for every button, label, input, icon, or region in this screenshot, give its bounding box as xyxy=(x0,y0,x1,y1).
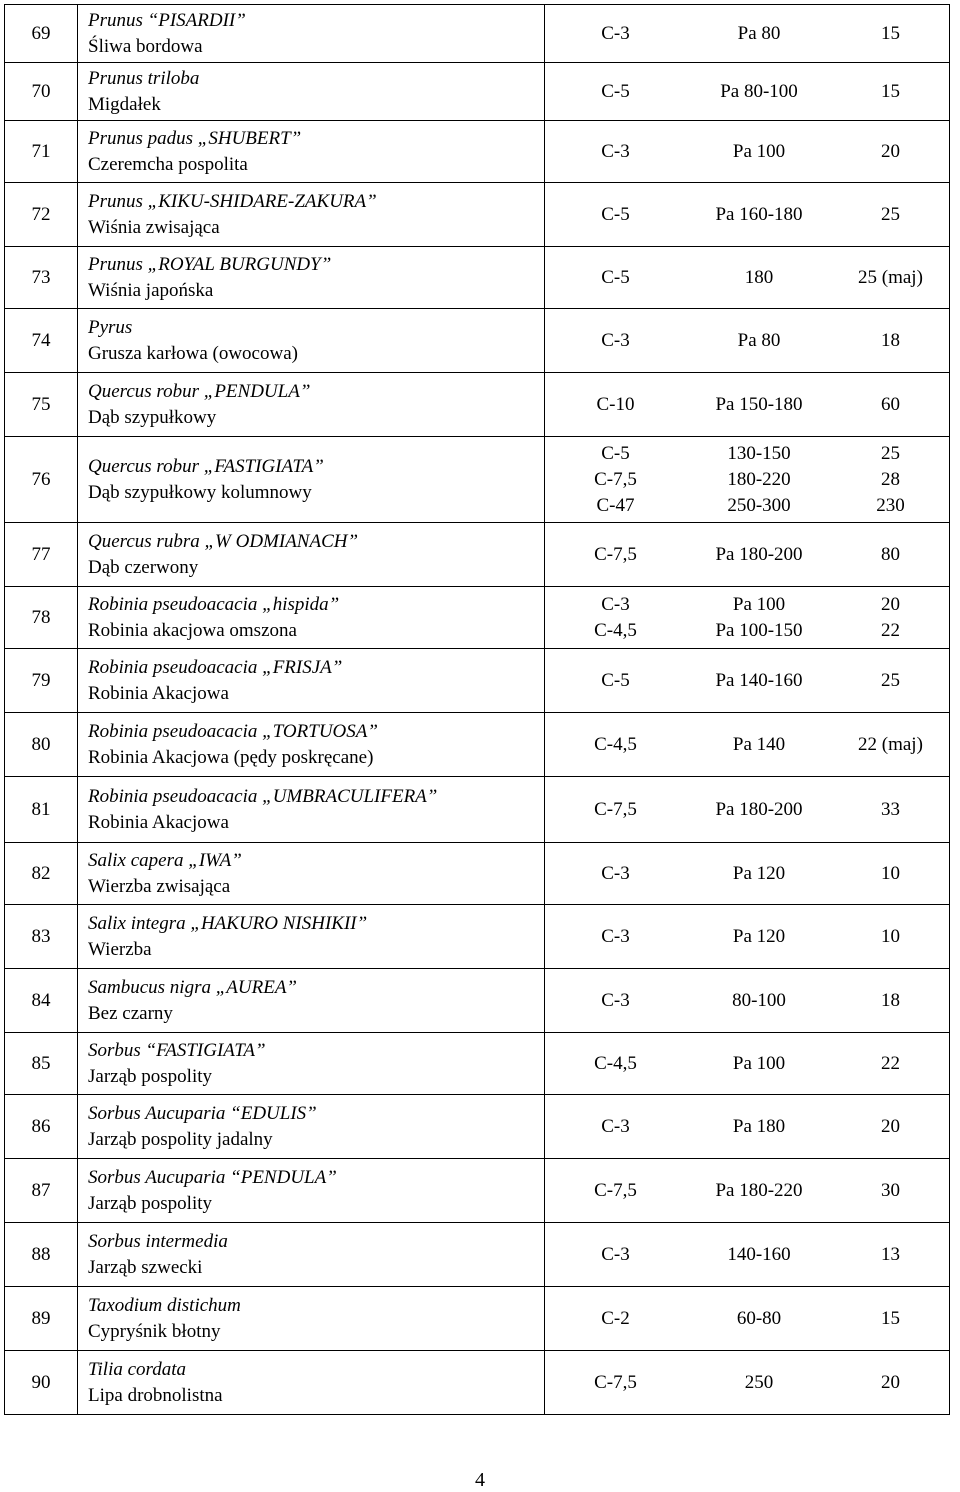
table-row xyxy=(5,5,950,63)
plant-form: Pa 140 xyxy=(732,733,786,755)
latin-name: Tilia cordata xyxy=(88,1358,187,1380)
plant-size: 15 xyxy=(881,80,900,102)
latin-name: Prunus triloba xyxy=(88,67,200,89)
plant-size-column xyxy=(832,1051,949,1077)
plant-name-cell xyxy=(78,247,545,309)
plant-name-cell xyxy=(78,437,545,523)
table-row xyxy=(5,777,950,843)
container-size-column xyxy=(545,1114,686,1140)
container-size-column xyxy=(545,592,686,644)
plant-form: Pa 180-220 xyxy=(715,1179,803,1201)
plant-size-column xyxy=(832,797,949,823)
row-number: 90 xyxy=(5,1351,78,1415)
container-size-column xyxy=(545,139,686,165)
container-size-column xyxy=(545,1306,686,1332)
container-size-column xyxy=(545,1051,686,1077)
container-size: C-4,5 xyxy=(594,733,637,755)
plant-size: 22 xyxy=(881,619,900,641)
container-size-column xyxy=(545,924,686,950)
plant-size: 20 xyxy=(881,140,900,162)
plant-size-column xyxy=(832,79,949,105)
table-row xyxy=(5,183,950,247)
plant-form: Pa 180 xyxy=(732,1115,786,1137)
container-size-column xyxy=(545,1370,686,1396)
specification-cell xyxy=(545,437,950,523)
table-row xyxy=(5,63,950,121)
polish-name: Lipa drobnolistna xyxy=(88,1384,223,1406)
plant-form: 250 xyxy=(744,1371,774,1393)
plant-form: 60-80 xyxy=(736,1307,782,1329)
latin-name: Sorbus “FASTIGIATA” xyxy=(88,1039,266,1061)
table-row xyxy=(5,247,950,309)
plant-size-column xyxy=(832,924,949,950)
specification-cell xyxy=(545,183,950,247)
container-size: C-7,5 xyxy=(594,1179,637,1201)
row-number: 69 xyxy=(5,5,78,63)
polish-name: Robinia Akacjowa xyxy=(88,682,229,704)
latin-name: Sorbus intermedia xyxy=(88,1230,228,1252)
plant-form-column xyxy=(686,988,832,1014)
plant-form: Pa 100 xyxy=(732,140,786,162)
row-number: 79 xyxy=(5,649,78,713)
container-size-column xyxy=(545,392,686,418)
plant-name-cell xyxy=(78,373,545,437)
container-size: C-5 xyxy=(601,80,630,102)
plant-form: Pa 100 xyxy=(732,1052,786,1074)
plant-size-column xyxy=(832,861,949,887)
container-size: C-3 xyxy=(601,925,630,947)
row-number: 70 xyxy=(5,63,78,121)
table-row xyxy=(5,1287,950,1351)
latin-name: Prunus “PISARDII” xyxy=(88,9,246,31)
plant-form-column xyxy=(686,79,832,105)
polish-name: Wiśnia zwisająca xyxy=(88,216,220,238)
latin-name: Sorbus Aucuparia “PENDULA” xyxy=(88,1166,337,1188)
plant-form-column xyxy=(686,797,832,823)
row-number: 83 xyxy=(5,905,78,969)
polish-name: Czeremcha pospolita xyxy=(88,153,248,175)
plant-size-column xyxy=(832,1242,949,1268)
specification-cell xyxy=(545,969,950,1033)
latin-name: Prunus „KIKU-SHIDARE-ZAKURA” xyxy=(88,190,377,212)
plant-size: 25 (maj) xyxy=(858,266,923,288)
container-size-column xyxy=(545,542,686,568)
plant-form-column xyxy=(686,139,832,165)
plant-size: 25 xyxy=(881,442,900,464)
plant-size: 30 xyxy=(881,1179,900,1201)
container-size: C-3 xyxy=(601,593,630,615)
row-number: 77 xyxy=(5,523,78,587)
plant-form: 180-220 xyxy=(727,468,791,490)
polish-name: Dąb czerwony xyxy=(88,556,199,578)
plant-name-cell xyxy=(78,1287,545,1351)
container-size-column xyxy=(545,1242,686,1268)
plant-form: Pa 140-160 xyxy=(715,669,803,691)
container-size: C-5 xyxy=(601,203,630,225)
specification-cell xyxy=(545,523,950,587)
table-row xyxy=(5,437,950,523)
plant-size: 13 xyxy=(881,1243,900,1265)
row-number: 87 xyxy=(5,1159,78,1223)
plant-size-column xyxy=(832,542,949,568)
latin-name: Robinia pseudoacacia „TORTUOSA” xyxy=(88,720,378,742)
container-size: C-3 xyxy=(601,862,630,884)
plant-size-column xyxy=(832,668,949,694)
plant-name-cell xyxy=(78,309,545,373)
row-number: 80 xyxy=(5,713,78,777)
plant-form-column xyxy=(686,924,832,950)
plant-form: 180 xyxy=(744,266,774,288)
plant-size: 20 xyxy=(881,593,900,615)
polish-name: Wierzba xyxy=(88,938,152,960)
row-number: 71 xyxy=(5,121,78,183)
table-row xyxy=(5,1095,950,1159)
table-row xyxy=(5,843,950,905)
plant-name-cell xyxy=(78,1033,545,1095)
latin-name: Quercus robur „PENDULA” xyxy=(88,380,311,402)
container-size: C-10 xyxy=(596,393,635,415)
plant-size: 25 xyxy=(881,203,900,225)
polish-name: Jarząb pospolity xyxy=(88,1192,213,1214)
container-size: C-3 xyxy=(601,329,630,351)
latin-name: Pyrus xyxy=(88,316,133,338)
specification-cell xyxy=(545,1095,950,1159)
latin-name: Taxodium distichum xyxy=(88,1294,241,1316)
plant-size-column xyxy=(832,988,949,1014)
latin-name: Salix capera „IWA” xyxy=(88,849,242,871)
polish-name: Bez czarny xyxy=(88,1002,173,1024)
row-number: 72 xyxy=(5,183,78,247)
row-number: 81 xyxy=(5,777,78,843)
specification-cell xyxy=(545,1287,950,1351)
plant-form-column xyxy=(686,392,832,418)
container-size: C-7,5 xyxy=(594,468,637,490)
table-row xyxy=(5,713,950,777)
latin-name: Sorbus Aucuparia “EDULIS” xyxy=(88,1102,317,1124)
container-size-column xyxy=(545,861,686,887)
polish-name: Dąb szypułkowy xyxy=(88,406,217,428)
latin-name: Quercus robur „FASTIGIATA” xyxy=(88,455,324,477)
specification-cell xyxy=(545,713,950,777)
plant-name-cell xyxy=(78,523,545,587)
polish-name: Jarząb szwecki xyxy=(88,1256,203,1278)
table-row xyxy=(5,309,950,373)
specification-cell xyxy=(545,587,950,649)
container-size: C-3 xyxy=(601,1243,630,1265)
table-row xyxy=(5,587,950,649)
plant-form-column xyxy=(686,1051,832,1077)
plant-name-cell xyxy=(78,969,545,1033)
plant-size-column xyxy=(832,139,949,165)
plant-size-column xyxy=(832,441,949,519)
container-size: C-5 xyxy=(601,669,630,691)
plant-form-column xyxy=(686,1178,832,1204)
container-size-column xyxy=(545,328,686,354)
polish-name: Jarząb pospolity xyxy=(88,1065,213,1087)
plant-name-cell xyxy=(78,905,545,969)
container-size: C-5 xyxy=(601,266,630,288)
plant-size: 15 xyxy=(881,22,900,44)
plant-name-cell xyxy=(78,713,545,777)
plant-size: 33 xyxy=(881,798,900,820)
table-row xyxy=(5,523,950,587)
row-number: 88 xyxy=(5,1223,78,1287)
plant-form: 250-300 xyxy=(727,494,791,516)
container-size-column xyxy=(545,21,686,47)
table-row xyxy=(5,1223,950,1287)
plant-size: 28 xyxy=(881,468,900,490)
plant-name-cell xyxy=(78,777,545,843)
specification-cell xyxy=(545,1351,950,1415)
plant-form-column xyxy=(686,861,832,887)
row-number: 74 xyxy=(5,309,78,373)
plant-form-column xyxy=(686,1370,832,1396)
container-size-column xyxy=(545,1178,686,1204)
plant-form-column xyxy=(686,542,832,568)
plant-name-cell xyxy=(78,587,545,649)
plant-size-column xyxy=(832,328,949,354)
specification-cell xyxy=(545,247,950,309)
polish-name: Cypryśnik błotny xyxy=(88,1320,221,1342)
plant-size-column xyxy=(832,592,949,644)
latin-name: Quercus rubra „W ODMIANACH” xyxy=(88,530,359,552)
plant-form: Pa 80-100 xyxy=(720,80,798,102)
container-size-column xyxy=(545,797,686,823)
plant-size-column xyxy=(832,1178,949,1204)
plant-form-column xyxy=(686,592,832,644)
table-row xyxy=(5,1033,950,1095)
plant-form: Pa 80 xyxy=(737,22,781,44)
container-size-column xyxy=(545,988,686,1014)
plant-size-column xyxy=(832,21,949,47)
container-size: C-3 xyxy=(601,989,630,1011)
specification-cell xyxy=(545,1159,950,1223)
container-size-column xyxy=(545,265,686,291)
container-size: C-2 xyxy=(601,1307,630,1329)
plant-size: 20 xyxy=(881,1115,900,1137)
polish-name: Grusza karłowa (owocowa) xyxy=(88,342,298,364)
table-row xyxy=(5,969,950,1033)
plant-form-column xyxy=(686,441,832,519)
plant-form: 80-100 xyxy=(732,989,786,1011)
container-size: C-4,5 xyxy=(594,619,637,641)
page-number: 4 xyxy=(475,1469,485,1491)
plant-size-column xyxy=(832,392,949,418)
table-row xyxy=(5,1159,950,1223)
polish-name: Wiśnia japońska xyxy=(88,279,214,301)
latin-name: Robinia pseudoacacia „UMBRACULIFERA” xyxy=(88,785,438,807)
specification-cell xyxy=(545,63,950,121)
plant-form: Pa 100 xyxy=(732,593,786,615)
container-size: C-7,5 xyxy=(594,1371,637,1393)
specification-cell xyxy=(545,1033,950,1095)
plant-size: 25 xyxy=(881,669,900,691)
polish-name: Śliwa bordowa xyxy=(88,35,203,57)
table-row xyxy=(5,649,950,713)
polish-name: Jarząb pospolity jadalny xyxy=(88,1128,273,1150)
latin-name: Robinia pseudoacacia „hispida” xyxy=(88,593,340,615)
plant-form: Pa 120 xyxy=(732,925,786,947)
plant-size: 60 xyxy=(881,393,900,415)
specification-cell xyxy=(545,373,950,437)
plant-form: 140-160 xyxy=(727,1243,791,1265)
polish-name: Migdałek xyxy=(88,93,161,115)
row-number: 86 xyxy=(5,1095,78,1159)
container-size: C-3 xyxy=(601,140,630,162)
polish-name: Robinia akacjowa omszona xyxy=(88,619,297,641)
table-row xyxy=(5,373,950,437)
container-size: C-47 xyxy=(596,494,635,516)
plant-form-column xyxy=(686,202,832,228)
plant-size: 18 xyxy=(881,329,900,351)
plant-size: 10 xyxy=(881,862,900,884)
container-size-column xyxy=(545,732,686,758)
container-size: C-4,5 xyxy=(594,1052,637,1074)
latin-name: Sambucus nigra „AUREA” xyxy=(88,976,297,998)
plant-size-column xyxy=(832,1370,949,1396)
plant-name-cell xyxy=(78,183,545,247)
plant-form-column xyxy=(686,1306,832,1332)
plant-form: Pa 80 xyxy=(737,329,781,351)
container-size-column xyxy=(545,668,686,694)
plant-size-column xyxy=(832,1306,949,1332)
row-number: 76 xyxy=(5,437,78,523)
latin-name: Robinia pseudoacacia „FRISJA” xyxy=(88,656,343,678)
container-size: C-7,5 xyxy=(594,543,637,565)
plant-form: Pa 180-200 xyxy=(715,798,803,820)
plant-form-column xyxy=(686,1242,832,1268)
container-size-column xyxy=(545,79,686,105)
table-row xyxy=(5,905,950,969)
specification-cell xyxy=(545,121,950,183)
plant-size: 80 xyxy=(881,543,900,565)
plant-form-column xyxy=(686,668,832,694)
container-size: C-5 xyxy=(601,442,630,464)
row-number: 84 xyxy=(5,969,78,1033)
specification-cell xyxy=(545,5,950,63)
plant-name-cell xyxy=(78,843,545,905)
container-size: C-3 xyxy=(601,1115,630,1137)
container-size: C-3 xyxy=(601,22,630,44)
plant-form-column xyxy=(686,21,832,47)
plant-size-column xyxy=(832,1114,949,1140)
plant-price-table xyxy=(4,4,950,1415)
plant-name-cell xyxy=(78,1095,545,1159)
row-number: 73 xyxy=(5,247,78,309)
row-number: 78 xyxy=(5,587,78,649)
plant-form-column xyxy=(686,1114,832,1140)
specification-cell xyxy=(545,777,950,843)
table-row xyxy=(5,121,950,183)
plant-size-column xyxy=(832,202,949,228)
plant-name-cell xyxy=(78,1351,545,1415)
specification-cell xyxy=(545,1223,950,1287)
plant-size: 15 xyxy=(881,1307,900,1329)
plant-name-cell xyxy=(78,1223,545,1287)
plant-name-cell xyxy=(78,1159,545,1223)
polish-name: Robinia Akacjowa xyxy=(88,811,229,833)
polish-name: Wierzba zwisająca xyxy=(88,875,231,897)
plant-name-cell xyxy=(78,63,545,121)
plant-form-column xyxy=(686,328,832,354)
specification-cell xyxy=(545,649,950,713)
row-number: 89 xyxy=(5,1287,78,1351)
row-number: 82 xyxy=(5,843,78,905)
plant-form: Pa 100-150 xyxy=(715,619,803,641)
plant-form-column xyxy=(686,265,832,291)
plant-size: 230 xyxy=(876,494,905,516)
latin-name: Prunus padus „SHUBERT” xyxy=(88,127,302,149)
row-number: 75 xyxy=(5,373,78,437)
plant-form: 130-150 xyxy=(727,442,791,464)
container-size: C-7,5 xyxy=(594,798,637,820)
plant-size: 20 xyxy=(881,1371,900,1393)
plant-form: Pa 150-180 xyxy=(715,393,803,415)
latin-name: Prunus „ROYAL BURGUNDY” xyxy=(88,253,332,275)
plant-size-column xyxy=(832,732,949,758)
plant-size: 22 (maj) xyxy=(858,733,923,755)
specification-cell xyxy=(545,309,950,373)
plant-size: 10 xyxy=(881,925,900,947)
polish-name: Robinia Akacjowa (pędy poskręcane) xyxy=(88,746,374,768)
row-number: 85 xyxy=(5,1033,78,1095)
plant-size: 18 xyxy=(881,989,900,1011)
specification-cell xyxy=(545,843,950,905)
plant-size: 22 xyxy=(881,1052,900,1074)
polish-name: Dąb szypułkowy kolumnowy xyxy=(88,481,312,503)
plant-form: Pa 120 xyxy=(732,862,786,884)
latin-name: Salix integra „HAKURO NISHIKII” xyxy=(88,912,368,934)
plant-size-column xyxy=(832,265,949,291)
plant-name-cell xyxy=(78,649,545,713)
plant-form: Pa 180-200 xyxy=(715,543,803,565)
table-row xyxy=(5,1351,950,1415)
container-size-column xyxy=(545,202,686,228)
plant-name-cell xyxy=(78,121,545,183)
plant-form: Pa 160-180 xyxy=(715,203,803,225)
specification-cell xyxy=(545,905,950,969)
plant-form-column xyxy=(686,732,832,758)
container-size-column xyxy=(545,441,686,519)
plant-name-cell xyxy=(78,5,545,63)
